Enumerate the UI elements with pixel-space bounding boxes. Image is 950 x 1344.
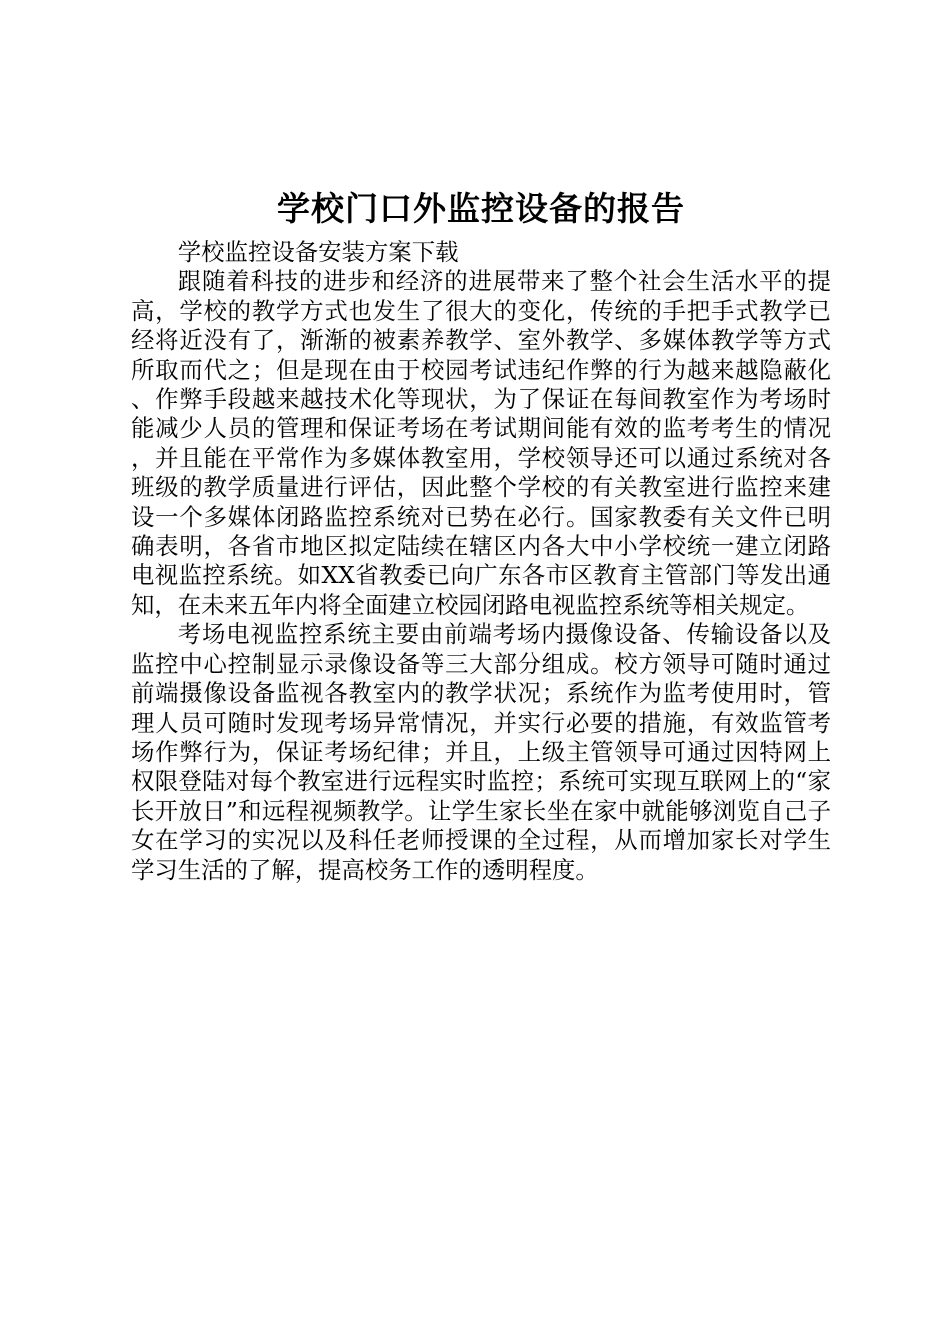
document-subtitle: 学校监控设备安装方案下载 <box>177 238 459 266</box>
document-title: 学校门口外监控设备的报告 <box>277 189 685 228</box>
body-paragraph-1: 跟随着科技的进步和经济的进展带来了整个社会生活水平的提高，学校的教学方式也发生了很大的变化，传统的手把手式教学已经将近没有了，渐渐的被素养教学、室外教学、多媒体教学等方式所取而代之；但是现在由于校园考试违纪作弊的行为越来越隐蔽化、作弊手段越来越技术化等现状，为了保证在每间教室作为考场时能减少人员的管理和保证考场在考试期间能有效的监考考生的情况，并且能在平常作为多媒体教室用，学校领导还可以通过系统对各班级的教学质量进行评估，因此整个学校的有关教室进行监控来建设一个多媒体闭路监控系统对已势在必行。国家教委有关文件已明确表明，各省市地区拟定陆续在辖区内各大中小学校统一建立闭路电视监控系统。如XX省教委已向广东各市区教育主管部门等发出通知，在未来五年内将全面建立校园闭路电视监控系统等相关规定。 <box>131 267 831 619</box>
document-page <box>131 186 831 885</box>
body-paragraph-2: 考场电视监控系统主要由前端考场内摄像设备、传输设备以及监控中心控制显示录像设备等三大部分组成。校方领导可随时通过前端摄像设备监视各教室内的教学状况；系统作为监考使用时，管理人员可随时发现考场异常情况，并实行必要的措施，有效监管考场作弊行为，保证考场纪律；并且，上级主管领导可通过因特网上权限登陆对每个教室进行远程实时监控；系统可实现互联网上的“家长开放日”和远程视频教学。让学生家长坐在家中就能够浏览自己子女在学习的实况以及科任老师授课的全过程，从而增加家长对学生学习生活的了解，提高校务工作的透明程度。 <box>131 620 831 884</box>
